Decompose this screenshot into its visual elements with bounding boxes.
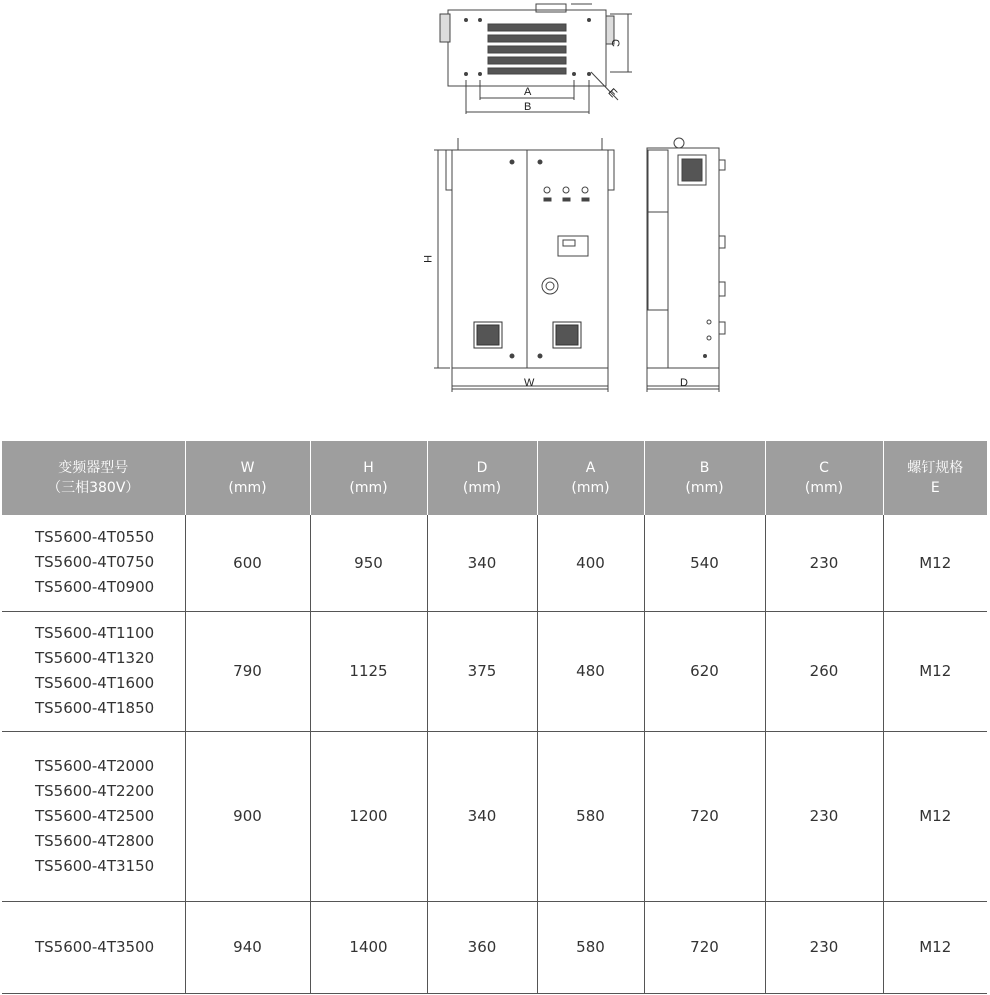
cell-c: 230 [765, 731, 883, 901]
cell-c: 230 [765, 515, 883, 611]
dim-label-b: B [524, 101, 532, 113]
table-row [2, 901, 987, 993]
header-d: D (mm) [427, 441, 537, 515]
spec-table [2, 441, 987, 994]
table-row [2, 731, 987, 901]
cell-a: 580 [537, 731, 644, 901]
header-w: W (mm) [185, 441, 310, 515]
dimension-drawings [0, 0, 990, 400]
cell-c: 230 [765, 901, 883, 993]
top-view-vents [488, 24, 566, 74]
header-screw: 螺钉规格 E [883, 441, 987, 515]
cell-w: 790 [185, 611, 310, 731]
dim-label-h: H [421, 255, 433, 263]
cell-d: 340 [427, 731, 537, 901]
cell-b: 620 [644, 611, 765, 731]
cell-e: M12 [883, 731, 987, 901]
dim-label-c: C [609, 39, 621, 47]
dim-label-w: W [524, 377, 535, 389]
cell-h: 1200 [310, 731, 427, 901]
cell-w: 940 [185, 901, 310, 993]
cell-b: 720 [644, 901, 765, 993]
model-cell: TS5600-4T2000 TS5600-4T2200 TS5600-4T2500 TS5600-4T2800 TS5600-4T3150 [2, 731, 185, 901]
header-c: C (mm) [765, 441, 883, 515]
top-view [440, 4, 632, 114]
cell-h: 1400 [310, 901, 427, 993]
model-cell: TS5600-4T0550 TS5600-4T0750 TS5600-4T0900 [2, 515, 185, 611]
front-view [434, 138, 614, 392]
cell-e: M12 [883, 611, 987, 731]
cell-d: 360 [427, 901, 537, 993]
header-a: A (mm) [537, 441, 644, 515]
cell-c: 260 [765, 611, 883, 731]
header-h: H (mm) [310, 441, 427, 515]
dim-label-d: D [680, 377, 688, 389]
cell-a: 400 [537, 515, 644, 611]
model-cell: TS5600-4T1100 TS5600-4T1320 TS5600-4T1600 TS5600-4T1850 [2, 611, 185, 731]
header-b: B (mm) [644, 441, 765, 515]
cell-w: 600 [185, 515, 310, 611]
table-header-row [2, 441, 987, 515]
side-view [647, 138, 725, 392]
cell-w: 900 [185, 731, 310, 901]
cell-b: 540 [644, 515, 765, 611]
cabinet-drawing-svg [0, 0, 990, 400]
cell-d: 340 [427, 515, 537, 611]
table-row [2, 515, 987, 611]
dim-label-e: E [605, 86, 620, 101]
cell-b: 720 [644, 731, 765, 901]
cell-h: 950 [310, 515, 427, 611]
cell-a: 580 [537, 901, 644, 993]
model-cell: TS5600-4T3500 [2, 901, 185, 993]
dim-label-a: A [524, 86, 532, 98]
cell-d: 375 [427, 611, 537, 731]
cell-e: M12 [883, 901, 987, 993]
cell-e: M12 [883, 515, 987, 611]
table-row [2, 611, 987, 731]
cell-h: 1125 [310, 611, 427, 731]
cell-a: 480 [537, 611, 644, 731]
header-model: 变频器型号 （三相380V） [2, 441, 185, 515]
